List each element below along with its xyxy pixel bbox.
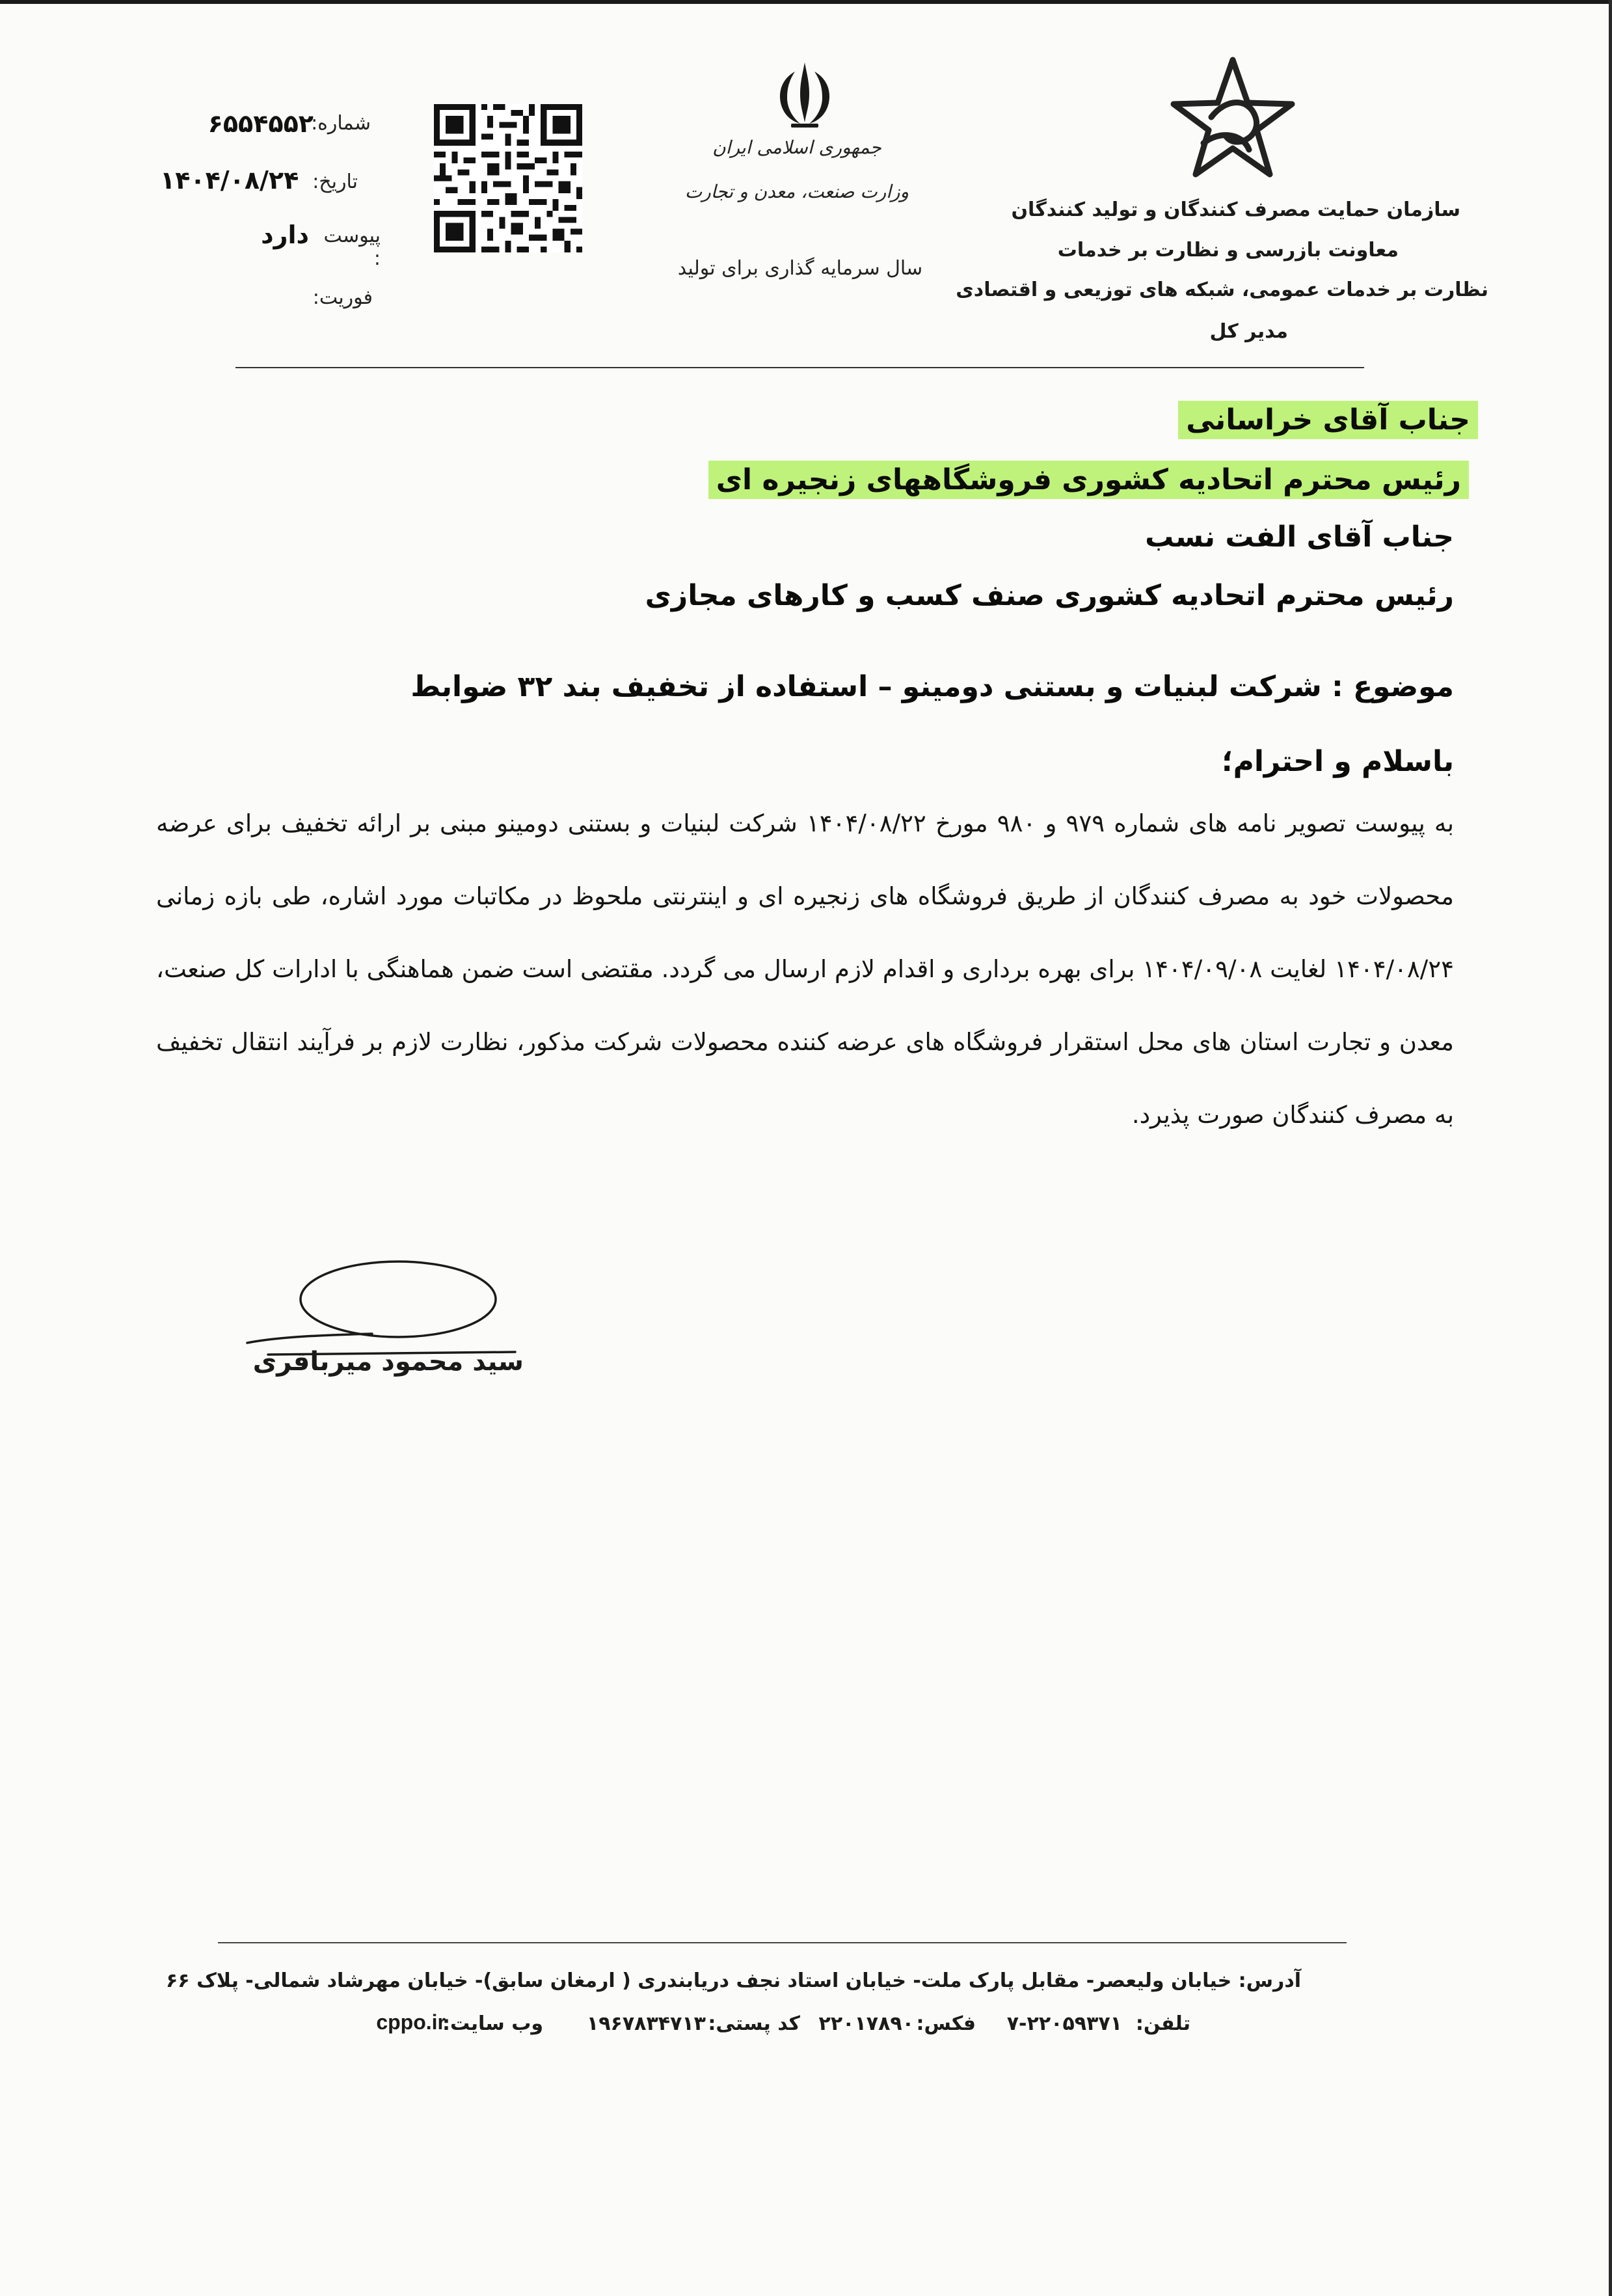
scan-border-top: [0, 0, 1612, 4]
org-line-4: مدیر کل: [1209, 320, 1288, 343]
footer-web: cppo.ir: [376, 2010, 446, 2034]
footer-postal: ۱۹۶۷۸۳۴۷۱۳: [586, 2012, 706, 2035]
greeting: باسلام و احترام؛: [1221, 745, 1454, 778]
footer-fax: ۲۲۰۱۷۸۹۰: [818, 2012, 914, 2035]
attachment-label: پیوست :: [323, 224, 381, 270]
footer-phone-label: تلفن:: [1135, 2012, 1190, 2035]
recipient-2-text: رئیس محترم اتحادیه کشوری فروشگاههای زنجیره ای: [708, 461, 1469, 499]
gov-line-1: جمهوری اسلامی ایران: [712, 137, 881, 158]
recipient-1: [846, 403, 1478, 437]
urgency-label: فوریت:: [312, 286, 373, 309]
iran-emblem: [769, 60, 840, 131]
footer-postal-label: کد پستی:: [708, 2012, 800, 2035]
year-slogan: سال سرمایه گذاری برای تولید: [677, 257, 923, 280]
attachment-value: دارد: [261, 221, 309, 249]
recipient-4: رئیس محترم اتحادیه کشوری صنف کسب و کارهای مجازی: [645, 579, 1454, 612]
number-label: شماره:: [311, 112, 371, 135]
subject-line: موضوع : شرکت لبنیات و بستنی دومینو – استفاده از تخفیف بند ۳۲ ضوابط: [410, 670, 1454, 703]
footer-phone: ۷-۲۲۰۵۹۳۷۱: [1006, 2012, 1122, 2035]
signature-name: سید محمود میرباقری: [252, 1347, 524, 1377]
body-paragraph: به پیوست تصویر نامه های شماره ۹۷۹ و ۹۸۰ مورخ ۱۴۰۴/۰۸/۲۲ شرکت لبنیات و بستنی دومینو مبنی بر ارائه تخفیف برای عرضه محصولات خود به مصرف کنندگان از طریق فروشگاه های زنجیره ای و اینترنتی ملحوظ در مکاتبات مورد اشاره، طی بازه زمانی ۱۴۰۴/۰۸/۲۴ لغایت ۱۴۰۴/۰۹/۰۸ برای بهره برداری و اقدام لازم ارسال می گردد. مقتضی است ضمن هماهنگی با ادارات کل صنعت، معدن و تجارت استان های محل استقرار فروشگاه های عرضه کننده محصولات شرکت مذکور، نظارت لازم بر فرآیند انتقال تخفیف به مصرف کنندگان صورت پذیرد.: [156, 809, 1454, 1129]
recipient-1-text: جناب آقای خراسانی: [1178, 401, 1478, 439]
org-line-3: نظارت بر خدمات عمومی، شبکه های توزیعی و اقتصادی: [956, 278, 1488, 301]
date-label: تاریخ:: [312, 170, 358, 193]
org-line-1: سازمان حمایت مصرف کنندگان و تولید کنندگان: [1011, 198, 1460, 221]
scan-border-right: [1609, 0, 1612, 2296]
header-divider: [235, 367, 1364, 368]
footer-address: آدرس: خیابان ولیعصر- مقابل پارک ملت- خیابان استاد نجف دریابندری ( ارمغان سابق)- خیابان مهرشاد شمالی- پلاک ۶۶: [166, 1969, 1301, 1992]
recipient-2: [716, 463, 1469, 496]
recipient-3: جناب آقای الفت نسب: [1145, 520, 1454, 554]
qr-code: [434, 104, 582, 252]
cppo-logo: [1164, 52, 1301, 189]
footer-divider: [218, 1942, 1347, 1943]
org-line-2: معاونت بازرسی و نظارت بر خدمات: [1057, 239, 1399, 262]
date-value: ۱۴۰۴/۰۸/۲۴: [160, 166, 299, 195]
number-value: ۶۵۵۴۵۵۲: [208, 109, 314, 138]
footer-web-label: وب سایت:: [442, 2012, 543, 2035]
footer-fax-label: فکس:: [916, 2012, 976, 2035]
gov-line-2: وزارت صنعت، معدن و تجارت: [684, 181, 909, 202]
